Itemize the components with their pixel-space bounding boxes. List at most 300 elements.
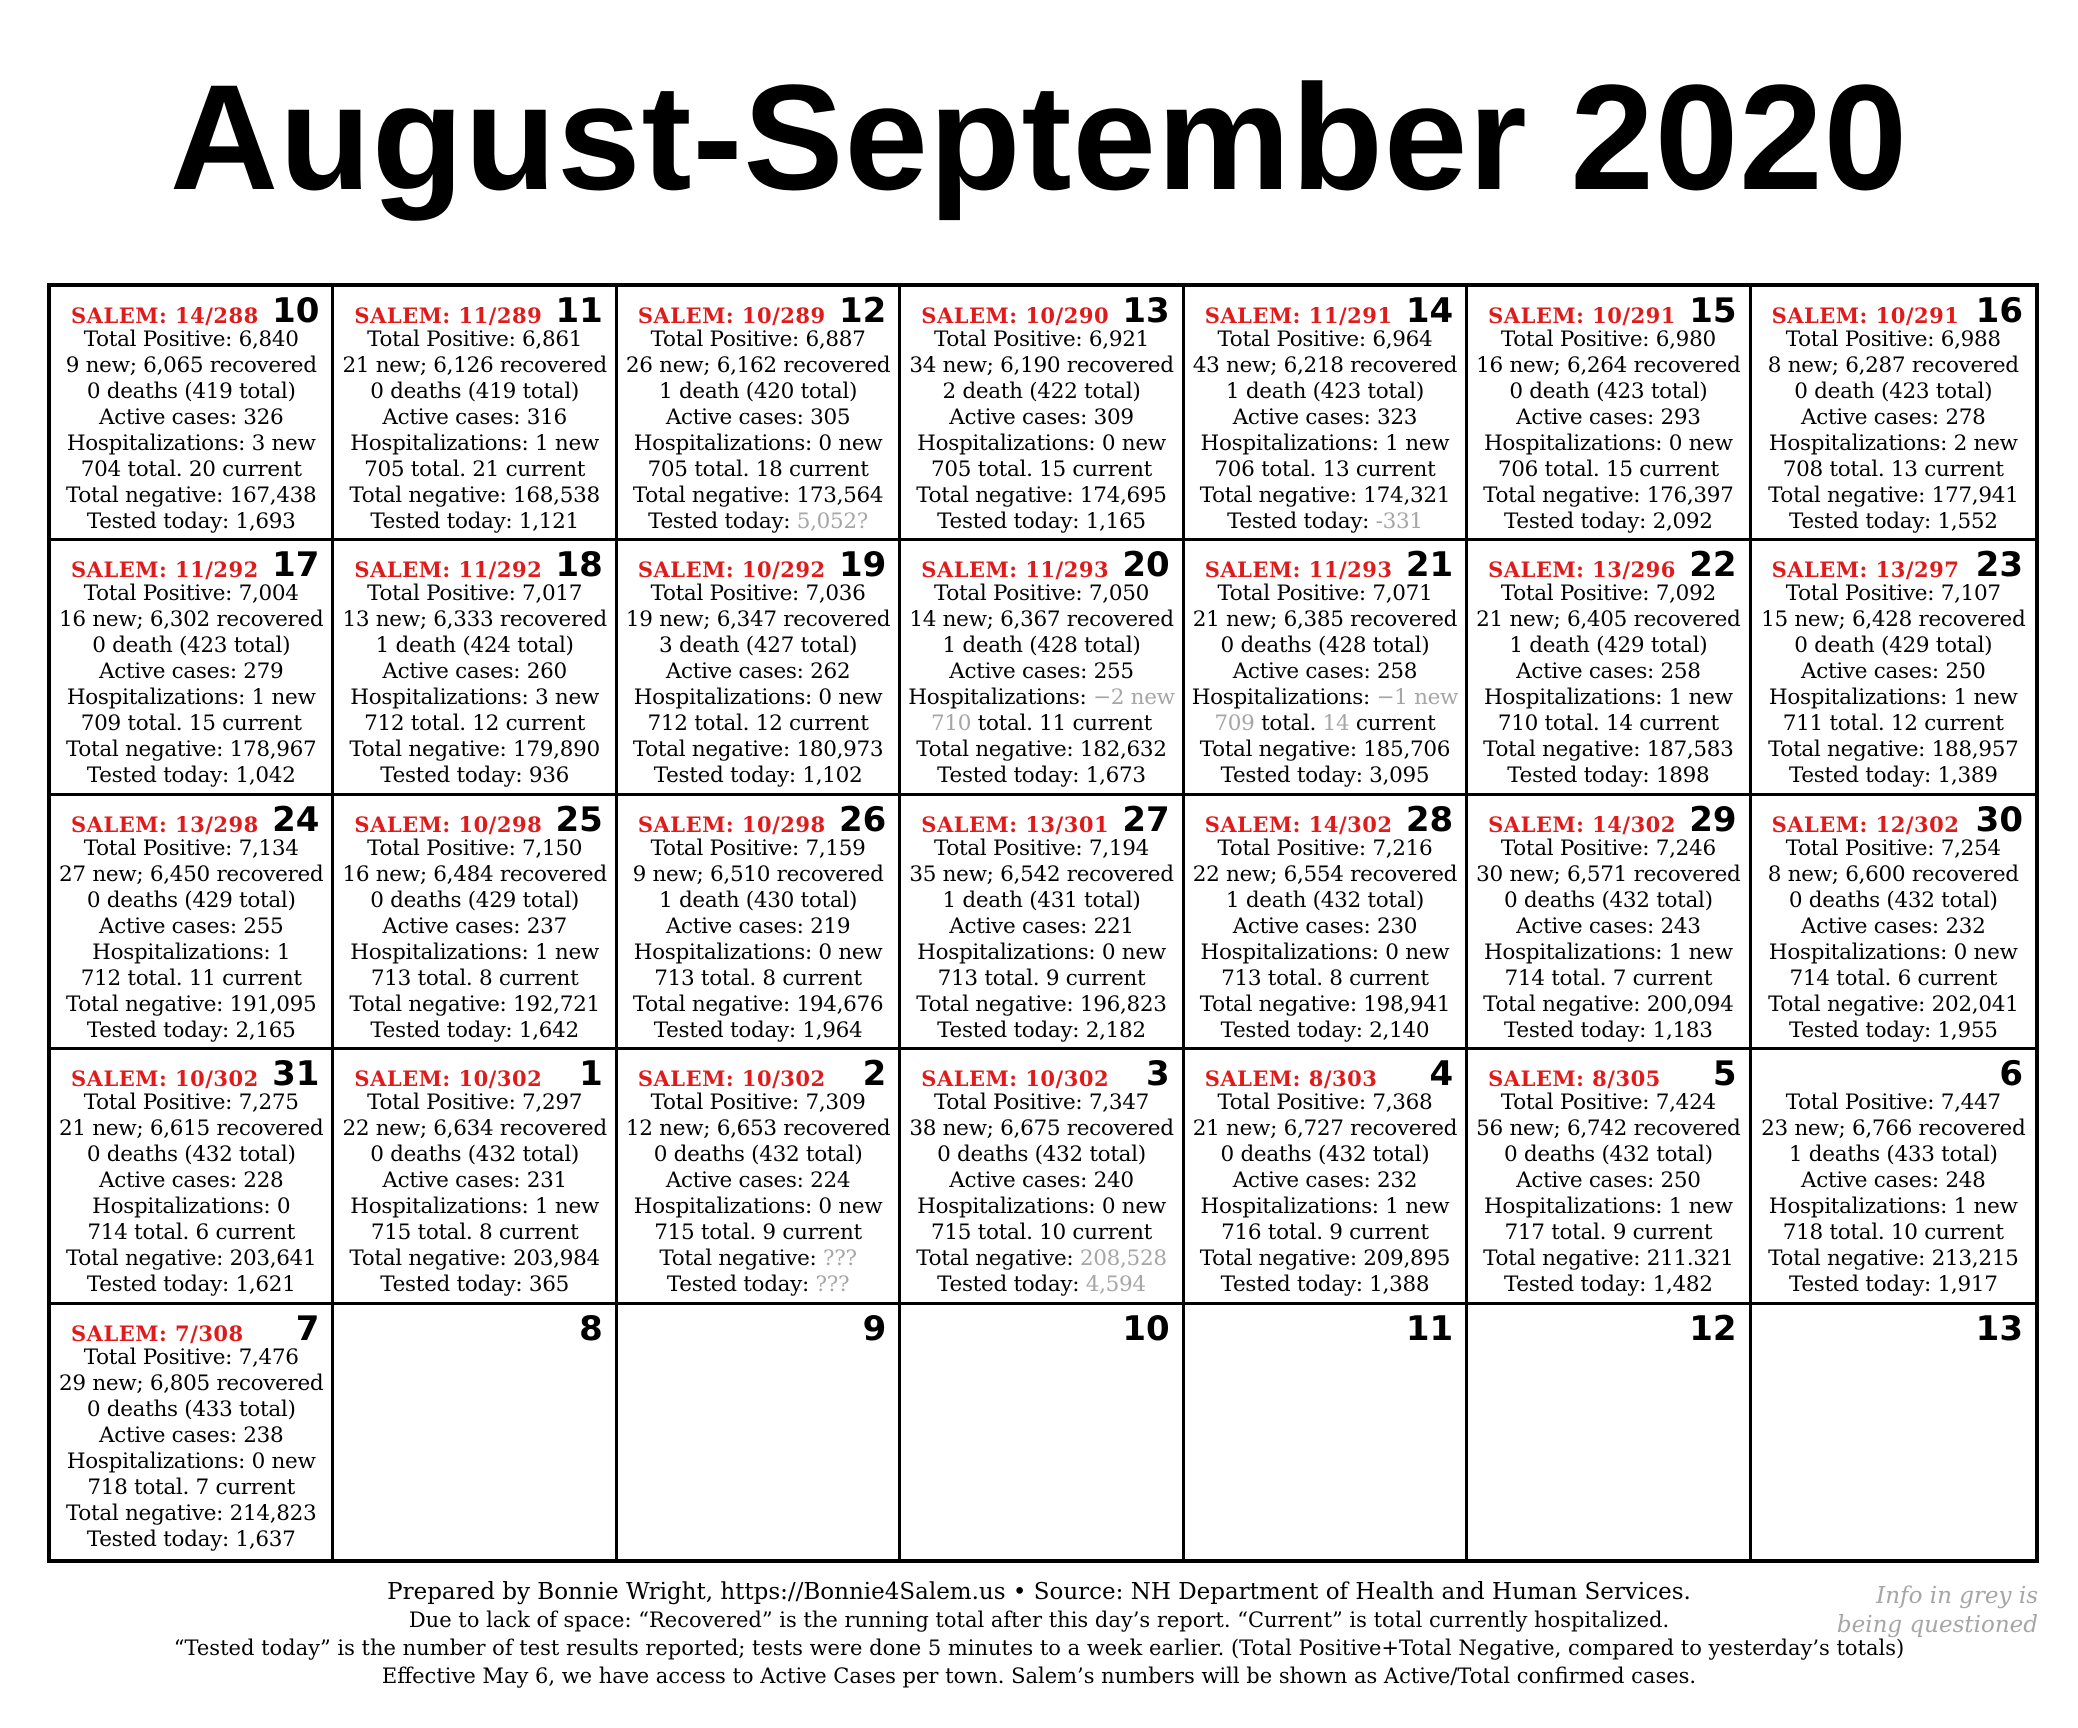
stat-text: Total negative: 213,215 [1768,1246,2019,1272]
stat-line [51,457,331,483]
stat-line [51,1018,331,1044]
stat-text: Total negative: 203,641 [66,1246,317,1272]
stat-text: Total Positive: 7,447 [1785,1090,2001,1116]
stat-text: Active cases: 230 [1232,913,1418,939]
stat-line [51,888,331,914]
stat-line [334,1090,614,1116]
stat-line [1752,685,2035,711]
stat-text: 0 deaths (419 total) [370,379,579,404]
stat-text: Active cases: 221 [949,913,1134,939]
stat-text: 705 total. 21 current [364,457,586,482]
stat-line [901,1018,1181,1044]
calendar-day [618,796,901,1050]
stat-line [1468,992,1748,1018]
stat-text: 708 total. 13 current [1782,457,2004,482]
day-header [901,287,1181,331]
stat-text: 705 total. 18 current [647,457,869,482]
stat-line [901,457,1181,483]
day-number: 12 [838,291,887,331]
stat-text: Total negative: 209,895 [1199,1246,1451,1272]
stat-line [51,483,331,509]
stat-text: 23 new; 6,766 recovered [1761,1116,2026,1142]
day-header [51,1305,331,1349]
salem-cases: SALEM: 11/291 [1204,303,1393,328]
calendar-day [51,287,334,541]
stat-line [51,659,331,685]
stat-text: Hospitalizations: 3 new [350,685,599,711]
stat-line [51,1475,331,1501]
stat-line [901,633,1181,659]
stat-line [1468,940,1748,966]
questioned-value: ??? [823,1246,857,1272]
stat-line [901,966,1181,992]
stat-line [901,405,1181,431]
stat-line [1468,1142,1748,1168]
stat-line [1468,711,1748,737]
calendar-day [901,1305,1184,1559]
day-number: 18 [555,545,603,586]
day-stats [1185,581,1465,789]
stat-line [618,353,898,379]
stat-text: Active cases: 224 [665,1168,851,1194]
stat-line [51,737,331,763]
stat-text: 713 total. 8 current [1221,965,1429,991]
stat-text: 0 deaths (432 total) [370,1142,579,1168]
day-number: 23 [1975,545,2023,586]
salem-cases: SALEM: 10/291 [1488,303,1676,328]
stat-line [901,1272,1181,1298]
stat-line [1185,1116,1465,1142]
stat-line [1468,431,1748,457]
stat-text: 0 deaths (432 total) [1503,887,1713,913]
footer-credit: Prepared by Bonnie Wright, https://Bonnie4Salem.us • Source: NH Department of Health and Human Services. [387,1579,1691,1605]
stat-text: Total Positive: 7,017 [367,581,583,607]
stat-text: Total Positive: 7,150 [367,835,583,861]
stat-line [1185,888,1465,914]
stat-line [1468,1272,1748,1298]
stat-text: 706 total. 13 current [1214,457,1436,482]
questioned-value: −2 new [1093,685,1175,711]
stat-text: Hospitalizations: 1 new [1768,1194,2018,1220]
day-number: 31 [272,1054,320,1095]
stat-line [1468,607,1748,633]
stat-text: 43 new; 6,218 recovered [1192,353,1458,378]
stat-text: Total Positive: 6,980 [1500,327,1716,352]
day-header [51,287,331,331]
stat-line [1185,633,1465,659]
stat-line [1752,1116,2035,1142]
stat-text: Total Positive: 7,246 [1500,835,1716,861]
day-header [1468,1050,1748,1095]
day-header [1752,796,2035,840]
day-stats [51,1090,331,1298]
calendar-day [334,1050,617,1304]
stat-text: 709 total. 15 current [80,711,302,737]
calendar-day [618,1305,901,1559]
stat-line [1185,431,1465,457]
stat-text: 1 deaths (433 total) [1788,1142,1998,1168]
day-header [1185,1050,1465,1095]
stat-text: Active cases: 231 [382,1168,567,1194]
stat-line [51,1142,331,1168]
day-number: 21 [1405,545,1454,586]
stat-line [1185,1142,1465,1168]
grey-note-line: Info in grey is [1876,1583,2038,1609]
stat-line [618,483,898,509]
stat-text: 21 new; 6,385 recovered [1192,607,1458,633]
stat-text: Hospitalizations: 1 [92,939,291,965]
salem-cases: SALEM: 10/291 [1771,303,1960,328]
calendar-day [1468,1050,1751,1304]
stat-line [334,659,614,685]
day-header [901,1305,1181,1349]
stat-text: 21 new; 6,126 recovered [342,353,607,378]
salem-cases: SALEM: 10/302 [71,1066,259,1092]
stat-line [51,607,331,633]
salem-cases: SALEM: 11/292 [71,557,259,583]
day-number: 6 [1999,1054,2023,1095]
stat-text: 16 new; 6,264 recovered [1476,353,1741,378]
stat-line [334,1246,614,1272]
stat-line [1185,737,1465,763]
stat-line [1468,737,1748,763]
day-header [901,541,1181,586]
calendar-day [51,796,334,1050]
day-header [1185,1305,1465,1349]
calendar-day [1468,796,1751,1050]
stat-line [1185,457,1465,483]
stat-text: Total negative: 179,890 [349,737,600,763]
day-stats [1752,327,2035,535]
stat-text: Hospitalizations: 0 new [1200,939,1450,965]
stat-line [51,405,331,431]
stat-text: Tested today: 1,955 [1788,1017,1998,1043]
stat-text: 3 death (427 total) [659,633,858,659]
day-header [1752,541,2035,586]
stat-text: 713 total. 8 current [370,965,579,991]
stat-text: 714 total. 6 current [87,1220,296,1246]
day-stats [1468,581,1748,789]
stat-line [334,737,614,763]
stat-text: Total negative: 211.321 [1483,1246,1734,1272]
stat-text: Total negative: 192,721 [349,991,600,1017]
stat-text: Active cases: 258 [1232,659,1418,685]
stat-text: Active cases: 237 [382,913,567,939]
stat-text: Total negative: 214,823 [66,1500,317,1526]
stat-line [51,1345,331,1371]
questioned-value: 208,528 [1079,1246,1167,1272]
stat-line [1752,1220,2035,1246]
day-number: 2 [862,1054,887,1095]
stat-text: Total Positive: 7,476 [83,1344,299,1370]
stat-text: Total negative: [916,1246,1080,1272]
stat-text: 21 new; 6,615 recovered [59,1116,324,1142]
stat-text: 1 death (429 total) [1509,633,1708,659]
stat-line [51,1116,331,1142]
stat-text: Tested today: 2,165 [86,1017,296,1043]
day-number: 4 [1429,1054,1454,1095]
day-number: 14 [1405,291,1454,331]
stat-line [334,685,614,711]
stat-line [901,659,1181,685]
stat-line [1752,379,2035,405]
day-stats [1468,327,1748,535]
day-number: 10 [272,291,320,331]
stat-text: 1 death (420 total) [659,379,858,404]
stat-text: Hospitalizations: 2 new [1768,431,2018,456]
salem-cases: SALEM: 11/293 [1204,557,1393,583]
stat-text: Hospitalizations: 0 new [917,431,1166,456]
stat-text: 21 new; 6,405 recovered [1476,607,1741,633]
stat-text: 27 new; 6,450 recovered [59,861,324,887]
salem-cases: SALEM: 13/297 [1771,557,1960,583]
calendar-day [1185,1305,1468,1559]
stat-text: 1 death (424 total) [375,633,574,659]
stat-line [334,353,614,379]
stat-line [1185,940,1465,966]
stat-text: Active cases: 260 [382,659,567,685]
day-stats [1752,836,2035,1044]
calendar-day [51,1305,334,1559]
stat-text: Total Positive: 7,036 [650,581,866,607]
day-header [1752,1050,2035,1095]
stat-text: 34 new; 6,190 recovered [909,353,1174,378]
day-stats [334,327,614,535]
stat-line [334,607,614,633]
stat-text: Active cases: 258 [1516,659,1701,685]
day-number: 1 [579,1054,603,1095]
stat-line [334,763,614,789]
stat-text: Total Positive: 7,107 [1785,581,2001,607]
stat-line [618,1142,898,1168]
stat-line [618,940,898,966]
stat-text: Total negative: 176,397 [1483,483,1734,508]
stat-text: 35 new; 6,542 recovered [909,861,1174,887]
stat-text: Active cases: 323 [1232,405,1418,430]
stat-text: Total negative: 191,095 [66,991,317,1017]
calendar-day [618,1050,901,1304]
stat-text: Tested today: 1,693 [86,509,296,534]
stat-line [334,862,614,888]
stat-text: Total negative: 174,695 [916,483,1167,508]
stat-text: Total negative: 194,676 [632,991,884,1017]
stat-text: Tested today: 1,621 [86,1272,296,1298]
stat-line [901,483,1181,509]
calendar-day [1752,1050,2035,1304]
calendar-day [1185,287,1468,541]
stat-text: 0 death (429 total) [1794,633,1993,659]
stat-text: Total Positive: 6,964 [1217,327,1433,352]
day-number: 19 [838,545,887,586]
stat-line [618,405,898,431]
stat-text: 1 death (431 total) [942,887,1141,913]
stat-line [618,659,898,685]
salem-cases: SALEM: 7/308 [71,1320,244,1346]
stat-line [618,457,898,483]
day-number: 16 [1975,291,2023,331]
stat-text: 714 total. 6 current [1789,965,1998,991]
calendar-day [334,1305,617,1559]
stat-text: Hospitalizations: [1191,685,1377,711]
stat-line [1468,1220,1748,1246]
stat-text: 0 deaths (432 total) [937,1142,1146,1168]
day-stats [51,1345,331,1553]
salem-cases: SALEM: 10/289 [637,303,826,328]
stat-text: 14 new; 6,367 recovered [909,607,1174,633]
stat-text: Tested today: 365 [380,1272,569,1298]
stat-line [334,1116,614,1142]
stat-line [901,1220,1181,1246]
stat-text: 9 new; 6,510 recovered [632,861,884,887]
stat-line [618,914,898,940]
day-number: 24 [272,799,320,840]
stat-text: Total Positive: 7,297 [367,1090,583,1116]
day-header [334,1305,614,1349]
salem-cases: SALEM: 12/302 [1771,811,1960,837]
stat-line [51,509,331,535]
stat-line [1468,763,1748,789]
stat-line [1752,1142,2035,1168]
stat-line [618,711,898,737]
day-number: 5 [1712,1054,1737,1095]
stat-line [334,711,614,737]
stat-line [1468,685,1748,711]
day-stats [1468,836,1748,1044]
stat-text: Hospitalizations: [908,685,1094,711]
stat-text: Total Positive: 7,275 [83,1090,299,1116]
calendar-day [1752,1305,2035,1559]
stat-text: Tested today: [666,1272,816,1298]
day-header [618,541,898,586]
day-header [51,796,331,840]
salem-cases: SALEM: 8/305 [1488,1066,1661,1092]
day-header [51,541,331,586]
stat-line [51,763,331,789]
stat-line [1468,888,1748,914]
day-stats [51,327,331,535]
stat-text: Tested today: 1,102 [653,763,863,789]
stat-line [1185,405,1465,431]
stat-line [51,633,331,659]
stat-line [1185,483,1465,509]
day-header [334,541,614,586]
stat-text: 15 new; 6,428 recovered [1761,607,2026,633]
stat-line [1468,659,1748,685]
salem-cases: SALEM: 14/302 [1204,811,1393,837]
stat-line [1468,457,1748,483]
stat-text: Tested today: 2,140 [1220,1017,1430,1043]
stat-line [1185,1018,1465,1044]
stat-line [51,685,331,711]
stat-line [334,914,614,940]
stat-line [51,711,331,737]
stat-line [618,1116,898,1142]
salem-cases: SALEM: 10/298 [354,811,543,837]
day-header [334,796,614,840]
stat-text: Total Positive: 7,092 [1500,581,1716,607]
stat-text: Tested today: 1,964 [653,1017,863,1043]
stat-text: 0 deaths (429 total) [86,887,296,913]
stat-line [1185,992,1465,1018]
stat-text: Hospitalizations: 0 new [917,1194,1166,1220]
stat-line [1752,888,2035,914]
stat-line [1468,1018,1748,1044]
stat-line [618,1246,898,1272]
salem-cases: SALEM: 14/302 [1488,811,1676,837]
stat-text: 19 new; 6,347 recovered [625,607,891,633]
footer [0,1578,2078,1690]
stat-text: Total Positive: 7,309 [650,1090,866,1116]
calendar-day [901,287,1184,541]
stat-text: Total negative: 185,706 [1199,737,1451,763]
stat-line [1185,353,1465,379]
stat-text: Tested today: 1,389 [1788,763,1998,789]
day-stats [1185,1090,1465,1298]
stat-text: 713 total. 9 current [937,965,1146,991]
stat-line [901,862,1181,888]
stat-line [901,379,1181,405]
stat-line [1752,431,2035,457]
stat-line [1185,966,1465,992]
stat-line [334,483,614,509]
stat-text: current [1349,711,1436,737]
grey-note-line: being questioned [1836,1612,2038,1638]
stat-line [1185,763,1465,789]
stat-text: Tested today: 936 [380,763,569,789]
stat-text: Hospitalizations: 0 new [633,1194,883,1220]
calendar-day [334,541,617,795]
stat-text: Tested today: 1,042 [86,763,296,789]
stat-line [334,379,614,405]
stat-line [618,1090,898,1116]
day-number: 29 [1689,799,1737,840]
stat-line [334,992,614,1018]
stat-line [51,1423,331,1449]
day-number: 10 [1122,1308,1170,1349]
calendar-day [51,1050,334,1304]
stat-line [1752,966,2035,992]
stat-text: Total negative: 187,583 [1483,737,1734,763]
salem-cases: SALEM: 10/302 [637,1066,826,1092]
stat-text: 21 new; 6,727 recovered [1192,1116,1458,1142]
day-number: 25 [555,799,603,840]
stat-text: 0 deaths (432 total) [1220,1142,1430,1168]
stat-line [901,1142,1181,1168]
stat-text: Hospitalizations: 1 new [350,431,599,456]
day-header [618,287,898,331]
day-number: 13 [1122,291,1170,331]
day-header [51,1050,331,1095]
stat-line [1185,862,1465,888]
stat-text: Total Positive: 7,050 [934,581,1149,607]
stat-text: Total Positive: 6,887 [650,327,866,352]
stat-line [51,1371,331,1397]
calendar-day [618,541,901,795]
stat-line [618,888,898,914]
day-header [1185,796,1465,840]
stat-text: 712 total. 11 current [80,965,302,991]
stat-text: Active cases: 316 [382,405,567,430]
stat-text: Total Positive: 7,134 [83,835,299,861]
day-number: 7 [295,1308,320,1349]
stat-line [51,1272,331,1298]
stat-text: Hospitalizations: 1 new [1200,1194,1450,1220]
day-stats [1185,836,1465,1044]
stat-line [618,379,898,405]
day-header [901,1050,1181,1095]
day-number: 27 [1122,799,1170,840]
stat-text: Hospitalizations: 0 new [66,1448,316,1474]
